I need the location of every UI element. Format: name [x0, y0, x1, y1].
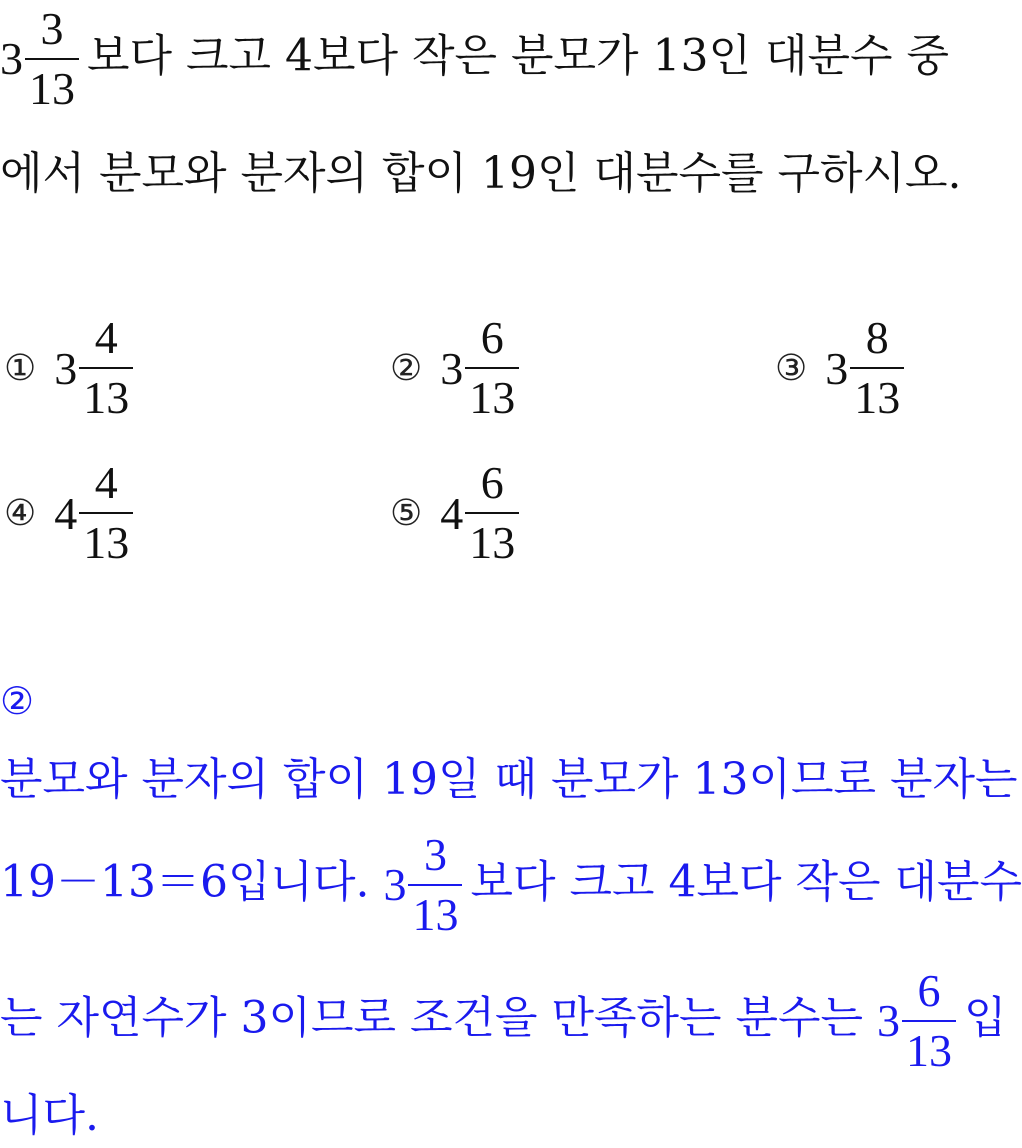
whole-part: 3: [0, 33, 23, 84]
denominator: 13: [408, 884, 462, 938]
choice-marker: ⑤: [390, 492, 423, 534]
question-line-2: [0, 148, 962, 199]
numerator: 4: [94, 457, 118, 508]
choice-marker: ③: [775, 347, 808, 389]
denominator: 13: [79, 512, 133, 566]
fraction: [79, 312, 133, 423]
fraction: [79, 457, 133, 568]
numerator: 8: [865, 312, 889, 363]
choice-3[interactable]: [775, 312, 912, 423]
numerator: 6: [480, 457, 504, 508]
mixed-number: [0, 3, 79, 114]
choice-marker: ②: [390, 347, 423, 389]
fraction: [902, 965, 956, 1076]
mixed-number: [440, 312, 519, 423]
whole-part: 4: [54, 487, 78, 539]
mixed-number: [440, 457, 519, 568]
explanation-text: 입: [964, 992, 1007, 1044]
whole-part: 3: [54, 342, 78, 394]
denominator: 13: [850, 367, 904, 421]
whole-part: 3: [440, 342, 464, 394]
choice-marker: ①: [4, 347, 37, 389]
question-text: 보다 크고 4보다 작은 분모가 13인 대분수 중: [87, 30, 949, 82]
explanation-text: 보다 크고 4보다 작은 대분수: [470, 856, 1022, 908]
explanation-text: 는 자연수가 3이므로 조건을 만족하는 분수는: [0, 992, 863, 1044]
denominator: 13: [25, 58, 79, 112]
denominator: 13: [465, 367, 519, 421]
answer-choice: ②: [0, 679, 35, 723]
explanation-text: 니다.: [0, 1090, 99, 1141]
answer-marker: [0, 678, 34, 722]
whole-part: 3: [877, 995, 900, 1046]
numerator: 4: [94, 312, 118, 363]
explanation-line-4: [0, 1090, 99, 1141]
fraction: [850, 312, 904, 423]
choice-4[interactable]: [4, 457, 141, 568]
choice-2[interactable]: [390, 312, 527, 423]
explanation-line-1: [0, 754, 1018, 805]
mixed-number: [877, 965, 956, 1076]
mixed-number: [383, 829, 462, 940]
explanation-text: 분모와 분자의 합이 19일 때 분모가 13이므로 분자는: [0, 754, 1018, 805]
fraction: [408, 829, 462, 940]
fraction: [25, 3, 79, 114]
numerator: 3: [423, 829, 447, 880]
explanation-text: 19－13＝6입니다.: [0, 856, 370, 908]
choice-5[interactable]: [390, 457, 527, 568]
whole-part: 3: [383, 859, 407, 910]
numerator: 6: [480, 312, 504, 363]
fraction: [465, 312, 519, 423]
whole-part: 4: [440, 487, 464, 539]
mixed-number: [825, 312, 904, 423]
numerator: 6: [917, 965, 941, 1016]
explanation-line-2: [0, 829, 1022, 940]
explanation-line-3: [0, 965, 1007, 1076]
whole-part: 3: [825, 342, 849, 394]
choice-1[interactable]: [4, 312, 141, 423]
question-line-1: [0, 3, 949, 114]
mixed-number: [54, 457, 133, 568]
denominator: 13: [902, 1020, 956, 1074]
numerator: 3: [40, 3, 64, 54]
mixed-number: [54, 312, 133, 423]
denominator: 13: [79, 367, 133, 421]
denominator: 13: [465, 512, 519, 566]
fraction: [465, 457, 519, 568]
question-text: 에서 분모와 분자의 합이 19인 대분수를 구하시오.: [0, 148, 962, 199]
choice-marker: ④: [4, 492, 37, 534]
